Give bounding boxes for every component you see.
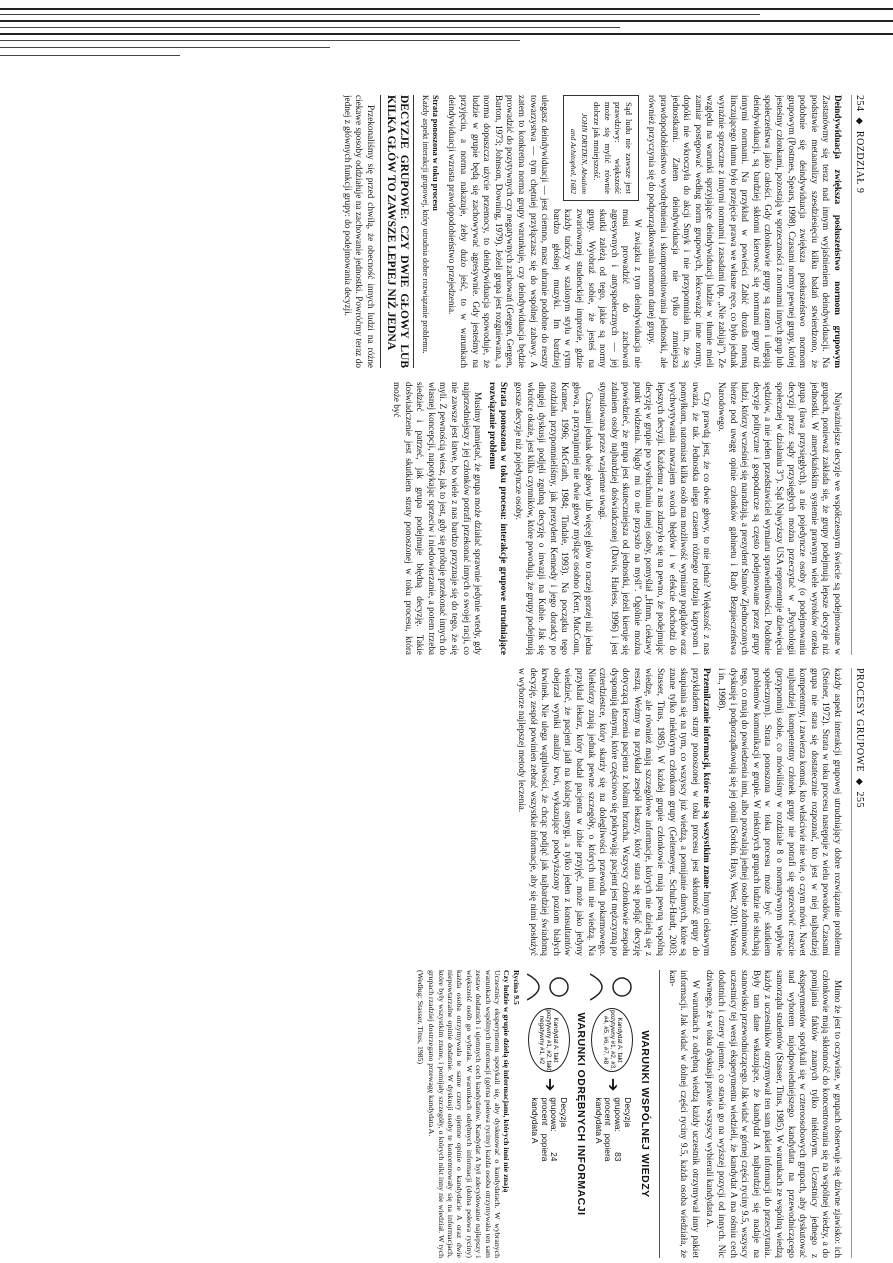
person-icon bbox=[591, 970, 635, 1004]
arrow-right-icon: ➔ bbox=[604, 1078, 622, 1092]
caption-title: Rycina 9.5 bbox=[511, 970, 521, 1005]
figure-caption bbox=[415, 970, 520, 1258]
paragraph-text: Najważniejsze decyzje we współczesnym świecie są podejmowane w grupach, ponieważ zakłada się, że grupy podejmują lepsze decyzje niż jednostki. W amerykańskim systemie prawnym wiele wyroków orzeka grupa (ława przysięgłych), a nie pojedyncze osoby (o podejmowaniu decyzji przez sądy przysięgłych można przeczytać w „Psychologii społecznej w działaniu 3”). Sąd Najwyższy USA reprezentuje dziewięciu sędziów, a nie jeden przedstawiciel wymiaru sprawiedliwości. Podobnie decyzje polityczne i gospodarcze są często podejmowane przez grupy ludzi, którzy wcześniej się naradzają, a prezydent Stanów Zjednoczonych bierze pod uwagę opinie członków gabinetu i Rady Bezpieczeństwa Narodowego. bbox=[717, 382, 843, 655]
quote-source: JOHN DRYDEN, Absalom and Achitophel, 1682 bbox=[569, 113, 589, 194]
page-number: 254 bbox=[854, 95, 866, 112]
paragraph-text: Innym ciekawym przykładem straty ponoszonej w toku procesu jest skłonność grupy do skupiania się na tym, co wszyscy już wiedzą, a pomijanie danych, które są znane tylko niektórym członkom grupy (Geitemeyer, Schulz-Hardt, 2003; Stasser, Titus, 1985). W każdej grupie członkowie mają pewną wspólną wiedzę, ale również mają szczegółowe informacje, których nie dzielą się z resztą. Weźmy na przykład zespół lekarzy, który stara się podjąć decyzję dotyczącą leczenia pacjenta z bólami brzucha. Wszyscy członkowie zespołu dysponują danymi, które częściowo się pokrywają: pacjent jest mężczyzną po czterdziestce, który skarży się na dolegliwości przewodu pokarmowego. Niektórzy znają jednak pewne szczegóły, o których inni nie wiedzą. Na przykład lekarz, który badał pacjenta w izbie przyjęć, może jako jedyny wiedzieć, że pacjent jadł na kolację ostrygi, a tylko jeden z konsultantów obejrzał wyniki analizy krwi, wykazujące podwyższony poziom białych krwinek. Nie ulega wątpliwości, że chcąc podjąć jak najbardziej świadomą decyzję, zespół powinien zebrać wszystkie informacje, aby się nimi posłużyć w wyborze najlepszej metody leczenia. bbox=[516, 668, 713, 956]
caption-source: (Według: Stasser, Titus, 1985) bbox=[415, 970, 425, 1065]
diamond-icon: ◆ bbox=[855, 778, 866, 786]
text-column-1 bbox=[103, 668, 843, 956]
book-page-254 bbox=[88, 95, 868, 655]
arrow-right-icon: ➔ bbox=[540, 1078, 558, 1092]
text-column-1 bbox=[103, 95, 843, 368]
figure-row-shared bbox=[591, 970, 635, 1258]
book-page-255 bbox=[88, 668, 868, 1258]
group-decision: Decyzja grupowa: 24 procent popiera kandydata A bbox=[530, 1097, 570, 1162]
margin-definition-title: Strata ponoszona w toku procesu bbox=[430, 95, 440, 211]
paragraph-text: W warunkach z odrębną wiedzą każdy uczestnik otrzymywał inny pakiet informacji. Jak widać w dolnej części ryciny 9.5, każda osoba wiedziała, że kan- bbox=[667, 970, 701, 1258]
page-number: 255 bbox=[854, 791, 866, 809]
running-head: PROCESY GRUPOWE bbox=[854, 668, 866, 773]
speech-bubble: Kandydat A: fakt pozytywny #1, #2; fakt negatywny #1, #2 bbox=[528, 1008, 570, 1072]
quote-box bbox=[563, 95, 639, 201]
text-column-2 bbox=[103, 382, 843, 655]
paragraph-text: Czasami jednak dwie głowy lub więcej głów to raczej gorzej niż jedna głowa, a przynajmniej nie dwie głowy myślące osobno (Kerr, MacCoun, Kramer, 1996; McGrath, 1984; Tindale, 1993). Na początku tego rozdziału przypomnieliśmy, jak prezydent Kennedy i jego doradcy po długiej dyskusji podjęli zgubną decyzję o inwazji na Kubie. Jak się wkrótce okaże, jest kilka czynników, które powodują, że grupy podejmują gorsze decyzje niż pojedyncze osoby. bbox=[513, 382, 594, 655]
figure-9-5 bbox=[415, 970, 660, 1258]
group-decision: Decyzja grupowa: 83 procent popiera kandydata A bbox=[593, 1097, 633, 1162]
diamond-icon: ◆ bbox=[855, 117, 866, 125]
running-head: ROZDZIAŁ 9 bbox=[854, 130, 866, 194]
page-header bbox=[851, 668, 868, 1258]
subheading: Strata ponoszona w toku procesu: interakcje grupowe utrudniające rozwiązanie problemu bbox=[487, 382, 510, 655]
paragraph-text: Przekonaliśmy się przed chwilą, że obecność innych ludzi na różne ciekawe sposoby oddziałuje na zachowanie jednostki. Powróćmy teraz do jednej z głównych funkcji grupy: do podejmowania decyzji. bbox=[342, 95, 376, 368]
paragraph-text: Zastanówmy się teraz nad innym wyjaśnieniem deindywiduacji. Na podstawie metaanalizy szesdziesięciu kilku badań stwierdzono, że podobnie się deindywiduacja zwiększa posłuszeństwo normom grupowym (Postmes, Spears, 1998). Czasami normy pewnej grupy, której jesteśmy członkami, pozostają w sprzeczności z normami innych grup lub społeczeństwa jako całości. Gdy członkowie grupy są razem i ulegają deindywiduacji, są bardziej skłonni kierować się normami grupy niż innymi normami. Na przykład w powieści Zabić drozda normą linczującego tłumu było przejęcie prawa we własne ręce, co było jednak wyraźnie sprzeczne z innymi normami i zasadami (np. „Nie zabijaj”). Ze względu na warunki sprzyjające deindywiduacji ludzie w tłumie mieli zamiar postępować według norm grupowych, lekceważąc inne normy, dopóki nie wkroczyła do akcji Smyk i nie przypomniała im, że są jednostkami. Zatem deindywiduacja nie tylko zmniejsza prawdopodobieństwo wyodrębnienia i skompromitowania jednostki, ale również przyczynia się do podporządkowania normom danej grupy. bbox=[647, 95, 832, 368]
paragraph-text: W związku z tym deindywiduacja nie musi prowadzić do zachowań agresywnych i antyspołecznych — jej skutki zależą od tego, jakie są normy grupy. Wyobraź sobie, że jesteś na zwariowanej studenckiej imprezie, gdzie każdy tańczy w szalonym stylu w rytm bardzo głośnej muzyki. Im bardziej ulegasz deindywiduacji — jest ciemno, masz ubranie podobne do reszty towarzystwa — tym chętniej przyłączasz się do wspólnej zabawy. A zatem to konkretna norma grupy warunkuje, czy deindywiduacja będzie prowadzić do pozytywnych czy negatywnych zachowań (Gergen, Gergen, Barton, 1973; Johnson, Downing, 1979). Jeżeli grupa jest rozgniewana, a norma dopuszcza użycie przemocy, to deindywiduacja spowoduje, że ludzie w grupie będą się zachowywać agresywnie. Gdy jesteśmy na przyjęciu, a norma nakazuje, żeby dużo jeść, to w warunkach deindywiduacji wzrasta prawdopodobieństwo przejedzenia. bbox=[447, 95, 643, 368]
page-header bbox=[851, 95, 868, 655]
margin-definition bbox=[420, 95, 440, 368]
figure-title-unique: WARUNKI ODRĘBNYCH INFORMACJI bbox=[575, 1012, 588, 1216]
caption-subtitle: Czy ludzie w grupie dzielą się informacjami, których inni nie znają bbox=[502, 970, 512, 1193]
paragraph-lead: Deindywiduacja zwiększa posłuszeństwo normom grupowym bbox=[833, 95, 843, 368]
quote-text: Sąd ludu nie zawsze jest prawdziwy: większość może się mylić równie dobrze jak mniejszość. bbox=[592, 102, 634, 194]
section-heading: DECYZJE GRUPOWE: CZY DWIE GŁOWY LUB KILKA GŁÓW TO ZAWSZE LEPIEJ NIŻ JEDNA bbox=[380, 95, 414, 368]
paragraph-text: Musimy pamiętać, że grupa może działać sprawnie jedynie wtedy, gdy najprzedniejszy z jej członków potrafi przekonać innych o swojej racji, co nie zawsze jest łatwe, bo wiele z nas bardzo przyznaje się do tego, że się myli. Z pewnością wiesz, jak to jest, gdy się próbuje przekonać innych do własnej koncepcji, napotykając sprzeciw i niedowierzanie, a potem trzeba siedzieć i patrzeć, jak grupa podejmuje błędną decyzję. Takie doświadczenie jest skutkiem straty ponoszonej w toku procesu, która może być bbox=[392, 382, 484, 655]
paragraph-text: Mimo że jest to oczywiste, w grupach obserwuje się dziwne zjawisko: ich członkowie mają skłonność do koncentrowania się na wspólnej wiedzy, a do pomijania faktów znanych tylko niektórym. Uczestnicy jednego z eksperymentów spotykali się w czteroosobowych grupach, aby dyskutować nad wyborem najodpowiedniejszego kandydata na przewodniczącego samorządu studentów (Stasser, Titus, 1985). W warunkach ze wspólną wiedzą każdy z uczestników otrzymywał ten sam pakiet informacji do przeczytania. Były tam dane wskazujące, że kandydat A najbardziej się nadaje na stanowisko przewodniczącego. Jak widać w górnej części ryciny 9.5, wszyscy uczestnicy tej wersji eksperymentu wiedzieli, że kandydat A ma ośmiu cech dodatnich i cztery ujemne, co stawia go na wyższej pozycji od innych. Nic dziwnego, że w toku dyskusji prawie wszyscy wybierali kandydata A. bbox=[705, 970, 843, 1258]
figure-row-unique bbox=[527, 970, 571, 1258]
caption-text: Uczestnicy eksperymentu spotykali się, aby dyskutować o kandydatach. W wybranych warunkach wspólnych informacji (górna połowa ryciny) każda osoba otrzymywała ten sam zestaw dodatnich i ujemnych cech kandydatów. Kandydat A był zdecydowanie najlepszy i większość osób go wybrała. W warunkach odrębnych informacji (dolna połowa ryciny) każda osoba otrzymywała te same cztery ujemne opinie o kandydacie A oraz dwie niepowtarzalne opinie dodatnie. W dyskusji osoby te koncentrowały się na informacjach, które były wszystkim znane, i pomijały szczegóły, o których nikt inny nie wiedział. W tych grupach rzadziej dostrzegano przewagę kandydata A. bbox=[427, 970, 503, 1258]
paragraph-text: Czy prawdą jest, że co dwie głowy, to nie jedna? Większość z nas uważa, że tak. Jednostka ulega czasem różnego rodzaju kaprysom i pomyłkom, natomiast kilka osób ma możliwość wymiany poglądów oraz wychwytywania nawzajem swoich błędów i w efekcie dochodzi do lepszych decyzji. Każdemu z nas zdarzyło się na pewno, że podejmując decyzję w grupie po wysłuchaniu innej osoby, pomyślał „Hmm, ciekawy punkt widzenia. Nigdy mi to nie przyszło na myśl”. Ogólnie można powiedzieć, że grupa jest skuteczniejsza od jednostki, jeżeli kieruje się zdaniem osoby najbardziej doświadczonej (Davis, Harless, 1996) i jest stymulowana przez wzajemne uwagi. bbox=[598, 382, 713, 655]
person-icon bbox=[527, 970, 571, 1004]
speech-bubble: Kandydat A: fakt pozytywny #1, #2, #3, #4, #5, #6, #7, #8 bbox=[592, 1008, 634, 1072]
scan-edge-noise bbox=[0, 0, 893, 70]
text-column-2 bbox=[103, 970, 843, 1258]
margin-definition-text: Każdy aspekt interakcji grupowej, który utrudnia dobre rozwiązanie problemu. bbox=[420, 95, 430, 354]
paragraph-text: każdy aspekt interakcji grupowej utrudniający dobre rozwiązanie problemu (Steiner, 1972). Strata w toku procesu następuje z wielu powodów. Czasami grupa nie stara się dostatecznie rozpoznać, kto jest w niej najbardziej kompetentny, i zawierza komuś, kto właściwie nie wie, o czym mówi. Nawet najbardziej kompetentny członek grupy nie potrafi się sprzeciwić reszcie (przypomnij sobie, co mówiliśmy w rozdziale 8 o normatywnym wpływie społecznym). Strata ponoszona w toku procesu może być skutkiem problemów komunikacji w grupie. W niektórych grupach ludzie nie słuchają tego, co mają do powiedzenia inni, albo pozwalają jednej osobie zdominować dyskusję i podporządkowują się jej opinii (Sorkin, Hays, West, 2001; Watson i in., 1998). bbox=[717, 668, 843, 956]
paragraph-lead: Przemilczanie informacji, które nie są wszystkim znane bbox=[702, 668, 713, 889]
figure-title-shared: WARUNKI WSPÓLNEJ WIEDZY bbox=[639, 1030, 652, 1198]
